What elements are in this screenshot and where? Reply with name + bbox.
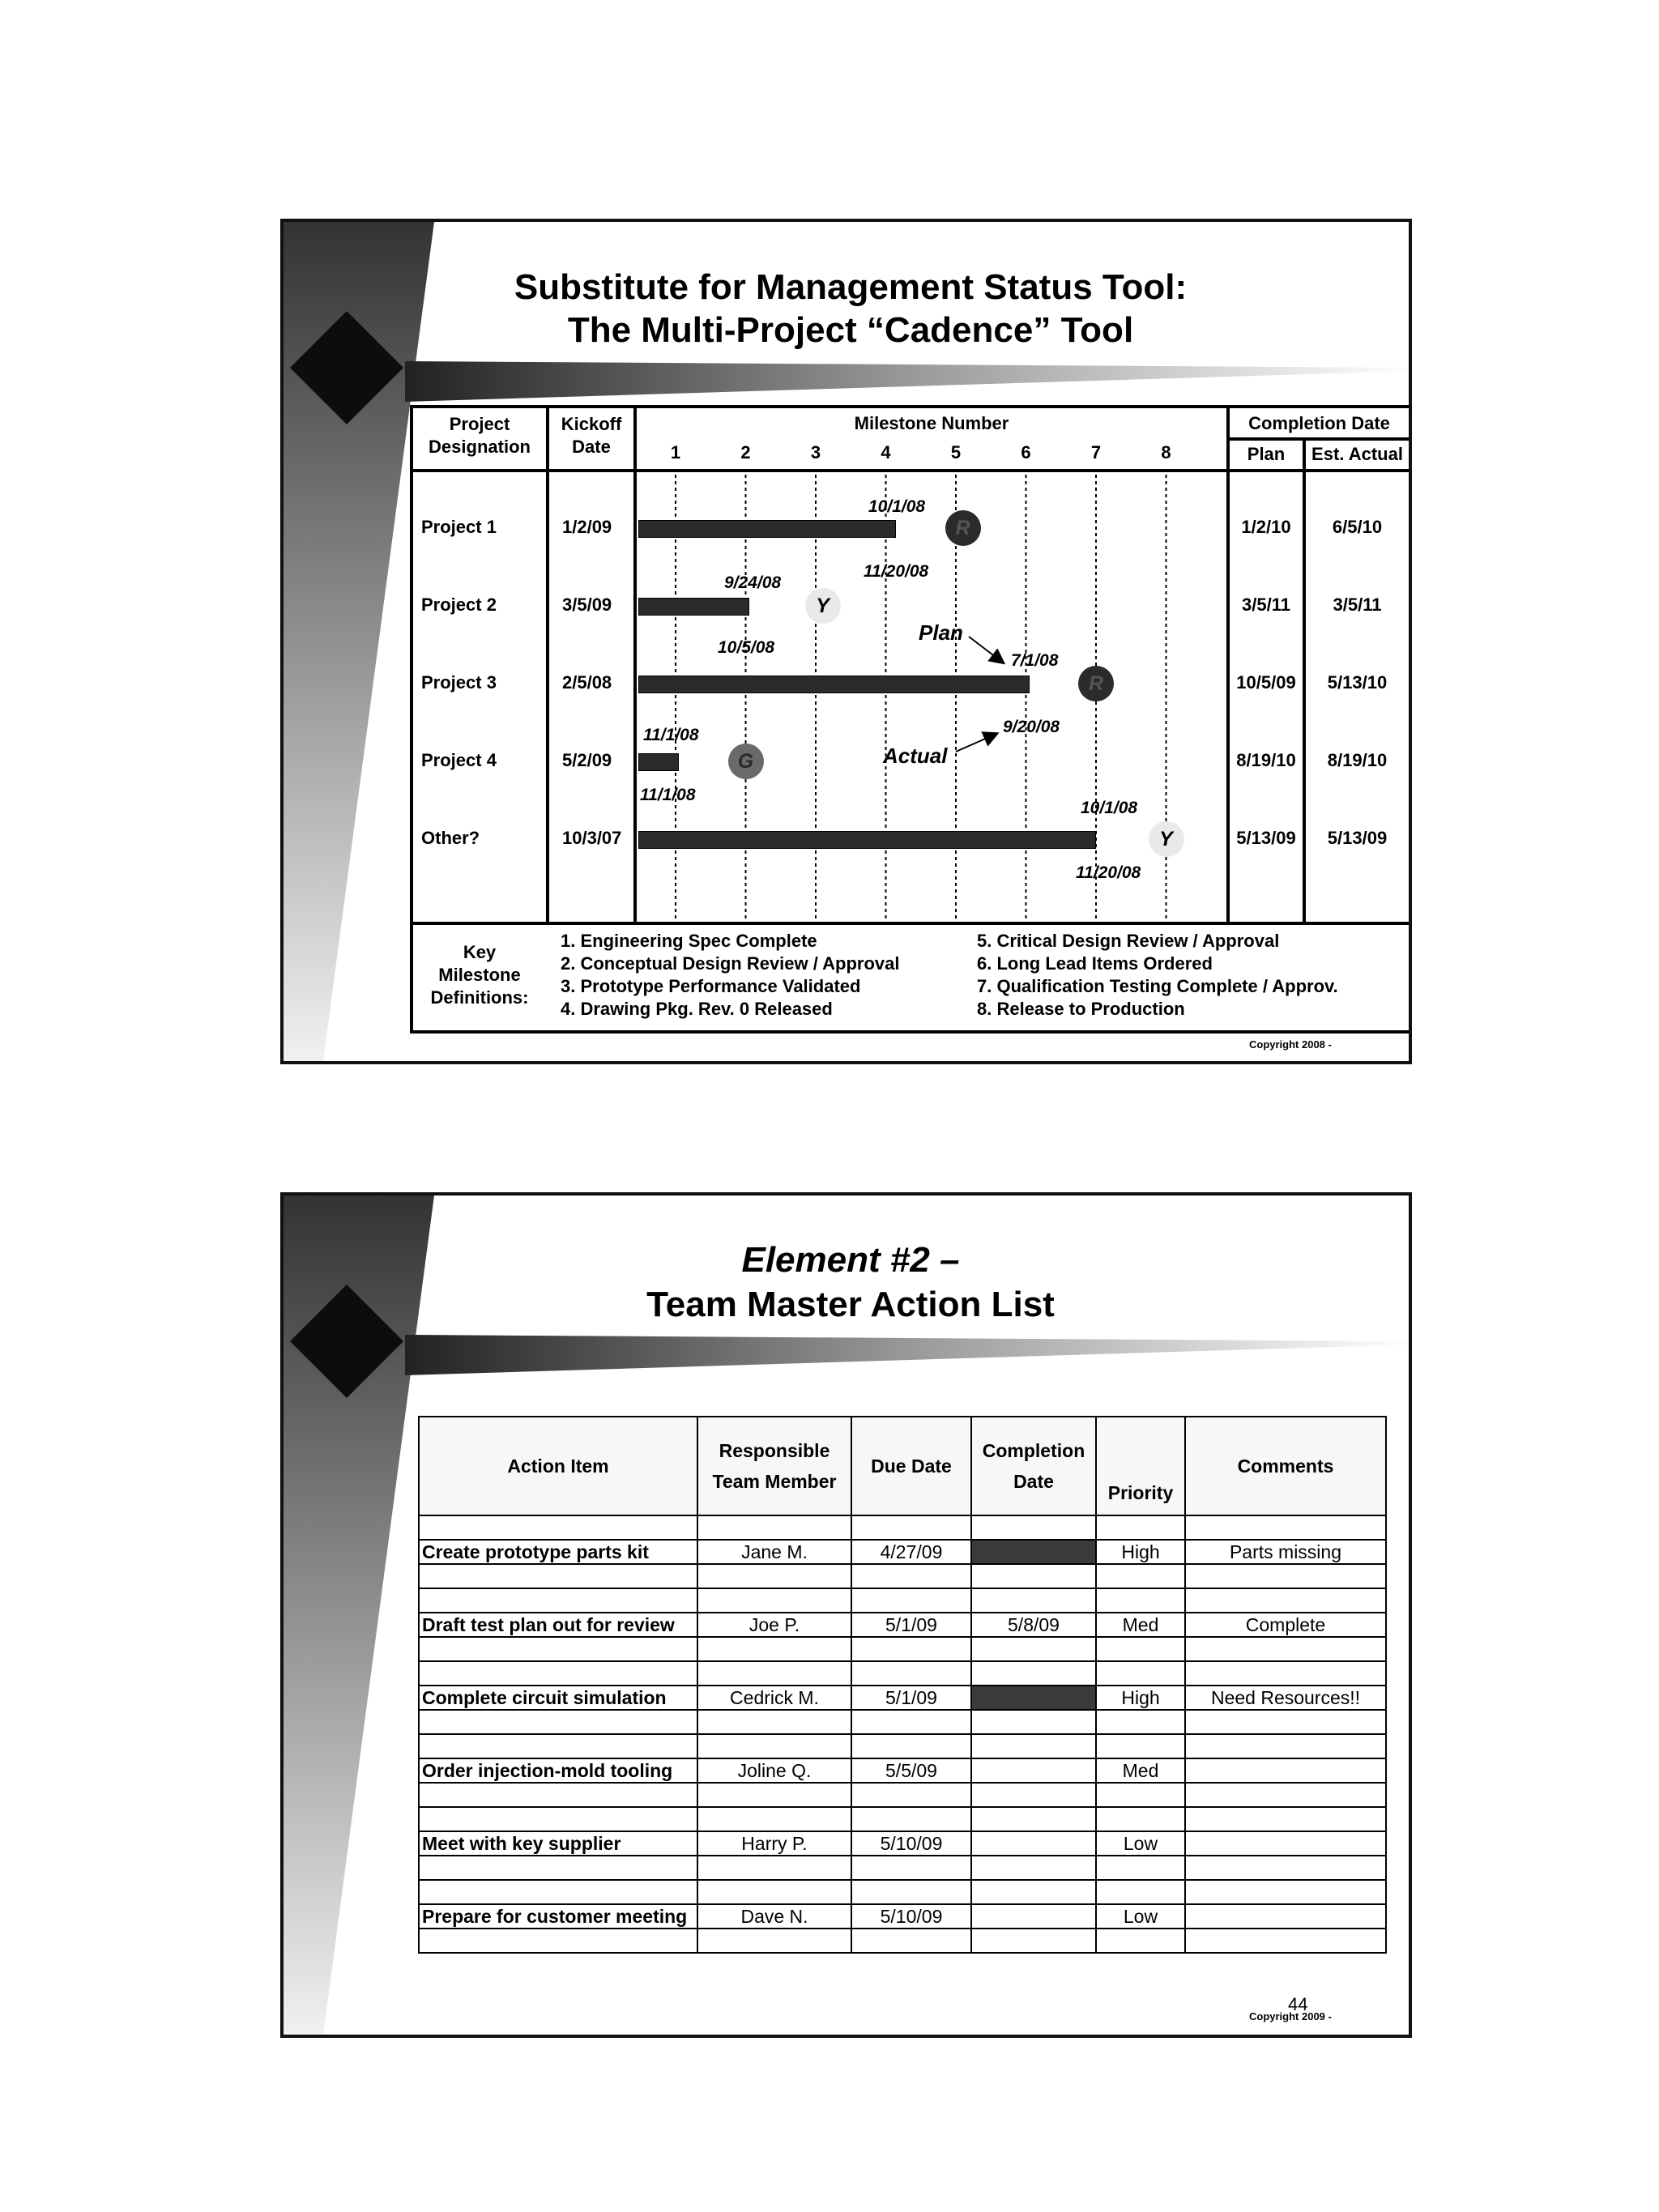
- status-indicator: Y: [1149, 821, 1184, 857]
- table-cell: [1096, 1515, 1185, 1540]
- table-cell: [419, 1807, 697, 1831]
- spacer-row: [419, 1515, 1386, 1540]
- date-label: 11/1/08: [640, 786, 696, 804]
- table-cell: [1185, 1929, 1386, 1953]
- table-cell: [419, 1710, 697, 1734]
- table-cell: [419, 1515, 697, 1540]
- slide-title: Element #2 – Team Master Action List: [646, 1240, 1055, 1324]
- spacer-row: [419, 1856, 1386, 1880]
- table-cell: [1185, 1880, 1386, 1904]
- table-cell: [971, 1637, 1096, 1661]
- date-label: 11/20/08: [1076, 863, 1141, 882]
- milestone-definition: 5. Critical Design Review / Approval: [977, 931, 1280, 951]
- milestone-definition: 8. Release to Production: [977, 999, 1185, 1019]
- page-number: 44: [1288, 1994, 1308, 2014]
- responsible-member: Cedrick M.: [697, 1686, 851, 1710]
- action-item: Prepare for customer meeting: [419, 1904, 697, 1929]
- due-date: 5/1/09: [851, 1613, 971, 1637]
- project-name: Other?: [421, 828, 480, 848]
- slide-team-action-list: [280, 1192, 1412, 2038]
- est-actual-completion-date: 5/13/10: [1327, 672, 1388, 693]
- table-cell: [419, 1564, 697, 1588]
- table-cell: [1185, 1637, 1386, 1661]
- action-item: Draft test plan out for review: [419, 1613, 697, 1637]
- header-completion-date: Completion Date: [1248, 413, 1390, 433]
- kickoff-date: 3/5/09: [562, 595, 612, 615]
- table-cell: [1096, 1710, 1185, 1734]
- spacer-row: [419, 1661, 1386, 1686]
- due-date: 5/5/09: [851, 1758, 971, 1783]
- status-indicator: R: [1078, 666, 1114, 701]
- table-cell: [1096, 1588, 1185, 1613]
- col-action-item: Action Item: [419, 1417, 697, 1515]
- table-cell: [697, 1588, 851, 1613]
- project-name: Project 1: [421, 517, 497, 537]
- definitions-list-right: [977, 930, 1338, 1021]
- table-cell: [1185, 1588, 1386, 1613]
- priority: High: [1096, 1686, 1185, 1710]
- spacer-row: [419, 1564, 1386, 1588]
- action-rows: [419, 1515, 1386, 1953]
- spacer-row: [419, 1734, 1386, 1758]
- key-milestone-label: Key Milestone Definitions:: [430, 942, 529, 1008]
- table-row: [419, 1686, 1386, 1710]
- table-cell: [697, 1710, 851, 1734]
- milestone-number: 6: [1021, 442, 1031, 462]
- header-milestone-number: Milestone Number: [854, 413, 1009, 433]
- responsible-member: Jane M.: [697, 1540, 851, 1564]
- table-row: [419, 1613, 1386, 1637]
- col-comments: Comments: [1185, 1417, 1386, 1515]
- plan-completion-date: 1/2/10: [1241, 517, 1291, 537]
- table-cell: [419, 1856, 697, 1880]
- project-name: Project 4: [421, 750, 497, 770]
- table-cell: [971, 1661, 1096, 1686]
- table-cell: [697, 1637, 851, 1661]
- definitions-list-left: [561, 930, 900, 1021]
- header-kickoff-date: Kickoff Date: [561, 414, 622, 457]
- status-indicator: R: [945, 510, 981, 546]
- spacer-row: [419, 1880, 1386, 1904]
- annotation-actual: Actual: [883, 744, 948, 768]
- table-row: [419, 1904, 1386, 1929]
- completion-date: [971, 1686, 1096, 1710]
- comments: [1185, 1904, 1386, 1929]
- table-cell: [419, 1734, 697, 1758]
- completion-date: [971, 1831, 1096, 1856]
- table-cell: [851, 1710, 971, 1734]
- slide-cadence-tool: [280, 219, 1412, 1064]
- header-plan: Plan: [1247, 444, 1286, 464]
- table-cell: [419, 1783, 697, 1807]
- due-date: 5/10/09: [851, 1904, 971, 1929]
- milestone-definition: 2. Conceptual Design Review / Approval: [561, 953, 900, 974]
- table-cell: [697, 1807, 851, 1831]
- slide-title: Substitute for Management Status Tool: The Multi-Project “Cadence” Tool: [514, 267, 1188, 350]
- plan-completion-date: 10/5/09: [1236, 672, 1296, 693]
- date-label: 11/1/08: [643, 726, 699, 744]
- table-cell: [1096, 1929, 1185, 1953]
- copyright: Copyright 2008 -: [1249, 1038, 1332, 1051]
- status-indicator: Y: [805, 588, 841, 624]
- kickoff-date: 10/3/07: [562, 828, 622, 848]
- table-cell: [1096, 1880, 1185, 1904]
- action-item: Create prototype parts kit: [419, 1540, 697, 1564]
- table-cell: [1185, 1515, 1386, 1540]
- table-cell: [697, 1661, 851, 1686]
- responsible-member: Joe P.: [697, 1613, 851, 1637]
- comments: [1185, 1758, 1386, 1783]
- table-cell: [697, 1564, 851, 1588]
- table-cell: [1096, 1783, 1185, 1807]
- table-cell: [697, 1515, 851, 1540]
- plan-completion-date: 3/5/11: [1242, 595, 1290, 615]
- table-cell: [697, 1880, 851, 1904]
- col-due-date: Due Date: [851, 1417, 971, 1515]
- date-label: 9/20/08: [1003, 718, 1060, 736]
- table-cell: [697, 1929, 851, 1953]
- table-cell: [851, 1929, 971, 1953]
- responsible-member: Joline Q.: [697, 1758, 851, 1783]
- spacer-row: [419, 1929, 1386, 1953]
- table-cell: [971, 1588, 1096, 1613]
- priority: High: [1096, 1540, 1185, 1564]
- priority: Med: [1096, 1613, 1185, 1637]
- project-name: Project 3: [421, 672, 497, 693]
- date-label: 10/1/08: [868, 497, 926, 516]
- table-cell: [851, 1783, 971, 1807]
- milestone-definition: 3. Prototype Performance Validated: [561, 976, 861, 996]
- date-label: 7/1/08: [1011, 651, 1059, 670]
- priority: Low: [1096, 1831, 1185, 1856]
- table-cell: [971, 1783, 1096, 1807]
- comments: Need Resources!!: [1185, 1686, 1386, 1710]
- priority: Med: [1096, 1758, 1185, 1783]
- plan-completion-date: 5/13/09: [1236, 828, 1296, 848]
- plan-completion-date: 8/19/10: [1236, 750, 1296, 770]
- date-label: 10/5/08: [718, 638, 775, 657]
- comments: [1185, 1831, 1386, 1856]
- spacer-row: [419, 1710, 1386, 1734]
- header-project-designation: Project Designation: [429, 414, 531, 457]
- col-responsible: Responsible Team Member: [697, 1417, 851, 1515]
- table-cell: [1096, 1856, 1185, 1880]
- action-item: Meet with key supplier: [419, 1831, 697, 1856]
- table-cell: [1185, 1856, 1386, 1880]
- table-cell: [1185, 1661, 1386, 1686]
- table-cell: [697, 1734, 851, 1758]
- table-cell: [419, 1880, 697, 1904]
- comments: Complete: [1185, 1613, 1386, 1637]
- table-cell: [1096, 1807, 1185, 1831]
- est-actual-completion-date: 5/13/09: [1327, 828, 1388, 848]
- table-cell: [1185, 1710, 1386, 1734]
- kickoff-date: 5/2/09: [562, 750, 612, 770]
- table-cell: [851, 1564, 971, 1588]
- completion-date: [971, 1904, 1096, 1929]
- milestone-number: 5: [950, 442, 962, 462]
- action-item: Complete circuit simulation: [419, 1686, 697, 1710]
- responsible-member: Dave N.: [697, 1904, 851, 1929]
- due-date: 5/10/09: [851, 1831, 971, 1856]
- table-cell: [419, 1661, 697, 1686]
- comments: Parts missing: [1185, 1540, 1386, 1564]
- table-cell: [697, 1856, 851, 1880]
- table-row: [419, 1540, 1386, 1564]
- milestone-definition: 4. Drawing Pkg. Rev. 0 Released: [561, 999, 833, 1019]
- date-label: 11/20/08: [864, 562, 929, 581]
- due-date: 4/27/09: [851, 1540, 971, 1564]
- table-cell: [971, 1734, 1096, 1758]
- table-cell: [851, 1807, 971, 1831]
- table-cell: [971, 1929, 1096, 1953]
- table-cell: [851, 1515, 971, 1540]
- date-label: 10/1/08: [1081, 799, 1138, 817]
- milestone-number: 4: [881, 442, 891, 462]
- header-est-actual: Est. Actual: [1311, 444, 1403, 464]
- action-list-table: [418, 1416, 1387, 1954]
- milestone-number: 7: [1090, 442, 1102, 462]
- table-cell: [419, 1637, 697, 1661]
- milestone-number: 8: [1161, 442, 1171, 462]
- table-cell: [851, 1856, 971, 1880]
- table-cell: [971, 1807, 1096, 1831]
- table-cell: [1096, 1661, 1185, 1686]
- table-cell: [851, 1637, 971, 1661]
- completion-date: [971, 1758, 1096, 1783]
- table-cell: [851, 1588, 971, 1613]
- table-cell: [851, 1661, 971, 1686]
- table-cell: [1185, 1807, 1386, 1831]
- copyright: Copyright 2009 -: [1249, 2010, 1332, 2022]
- table-cell: [1185, 1783, 1386, 1807]
- milestone-definition: 1. Engineering Spec Complete: [561, 931, 817, 951]
- table-cell: [971, 1515, 1096, 1540]
- milestone-number: 1: [670, 442, 681, 462]
- table-cell: [971, 1856, 1096, 1880]
- annotation-plan: Plan: [919, 620, 963, 645]
- spacer-row: [419, 1588, 1386, 1613]
- table-cell: [971, 1710, 1096, 1734]
- kickoff-date: 2/5/08: [562, 672, 612, 693]
- status-indicator: G: [728, 744, 764, 779]
- due-date: 5/1/09: [851, 1686, 971, 1710]
- kickoff-date: 1/2/09: [562, 517, 612, 537]
- table-cell: [1096, 1734, 1185, 1758]
- milestone-number: 2: [740, 442, 751, 462]
- table-cell: [1096, 1564, 1185, 1588]
- responsible-member: Harry P.: [697, 1831, 851, 1856]
- spacer-row: [419, 1807, 1386, 1831]
- completion-date: [971, 1540, 1096, 1564]
- milestone-number: 3: [810, 442, 821, 462]
- table-cell: [419, 1588, 697, 1613]
- spacer-row: [419, 1783, 1386, 1807]
- action-item: Order injection-mold tooling: [419, 1758, 697, 1783]
- table-row: [419, 1831, 1386, 1856]
- table-cell: [971, 1564, 1096, 1588]
- table-cell: [419, 1929, 697, 1953]
- table-row: [419, 1758, 1386, 1783]
- est-actual-completion-date: 6/5/10: [1332, 517, 1383, 537]
- est-actual-completion-date: 8/19/10: [1327, 750, 1388, 770]
- table-cell: [697, 1783, 851, 1807]
- spacer-row: [419, 1637, 1386, 1661]
- table-cell: [1185, 1734, 1386, 1758]
- completion-date: 5/8/09: [971, 1613, 1096, 1637]
- table-cell: [971, 1880, 1096, 1904]
- col-priority: Priority: [1096, 1417, 1185, 1515]
- date-label: 9/24/08: [724, 573, 782, 592]
- project-name: Project 2: [421, 595, 497, 615]
- milestone-definition: 7. Qualification Testing Complete / Approv.: [977, 976, 1338, 996]
- milestone-definition: 6. Long Lead Items Ordered: [977, 953, 1213, 974]
- table-cell: [851, 1880, 971, 1904]
- priority: Low: [1096, 1904, 1185, 1929]
- est-actual-completion-date: 3/5/11: [1333, 595, 1382, 615]
- col-completion-date: Completion Date: [971, 1417, 1096, 1515]
- table-cell: [1185, 1564, 1386, 1588]
- table-cell: [851, 1734, 971, 1758]
- table-cell: [1096, 1637, 1185, 1661]
